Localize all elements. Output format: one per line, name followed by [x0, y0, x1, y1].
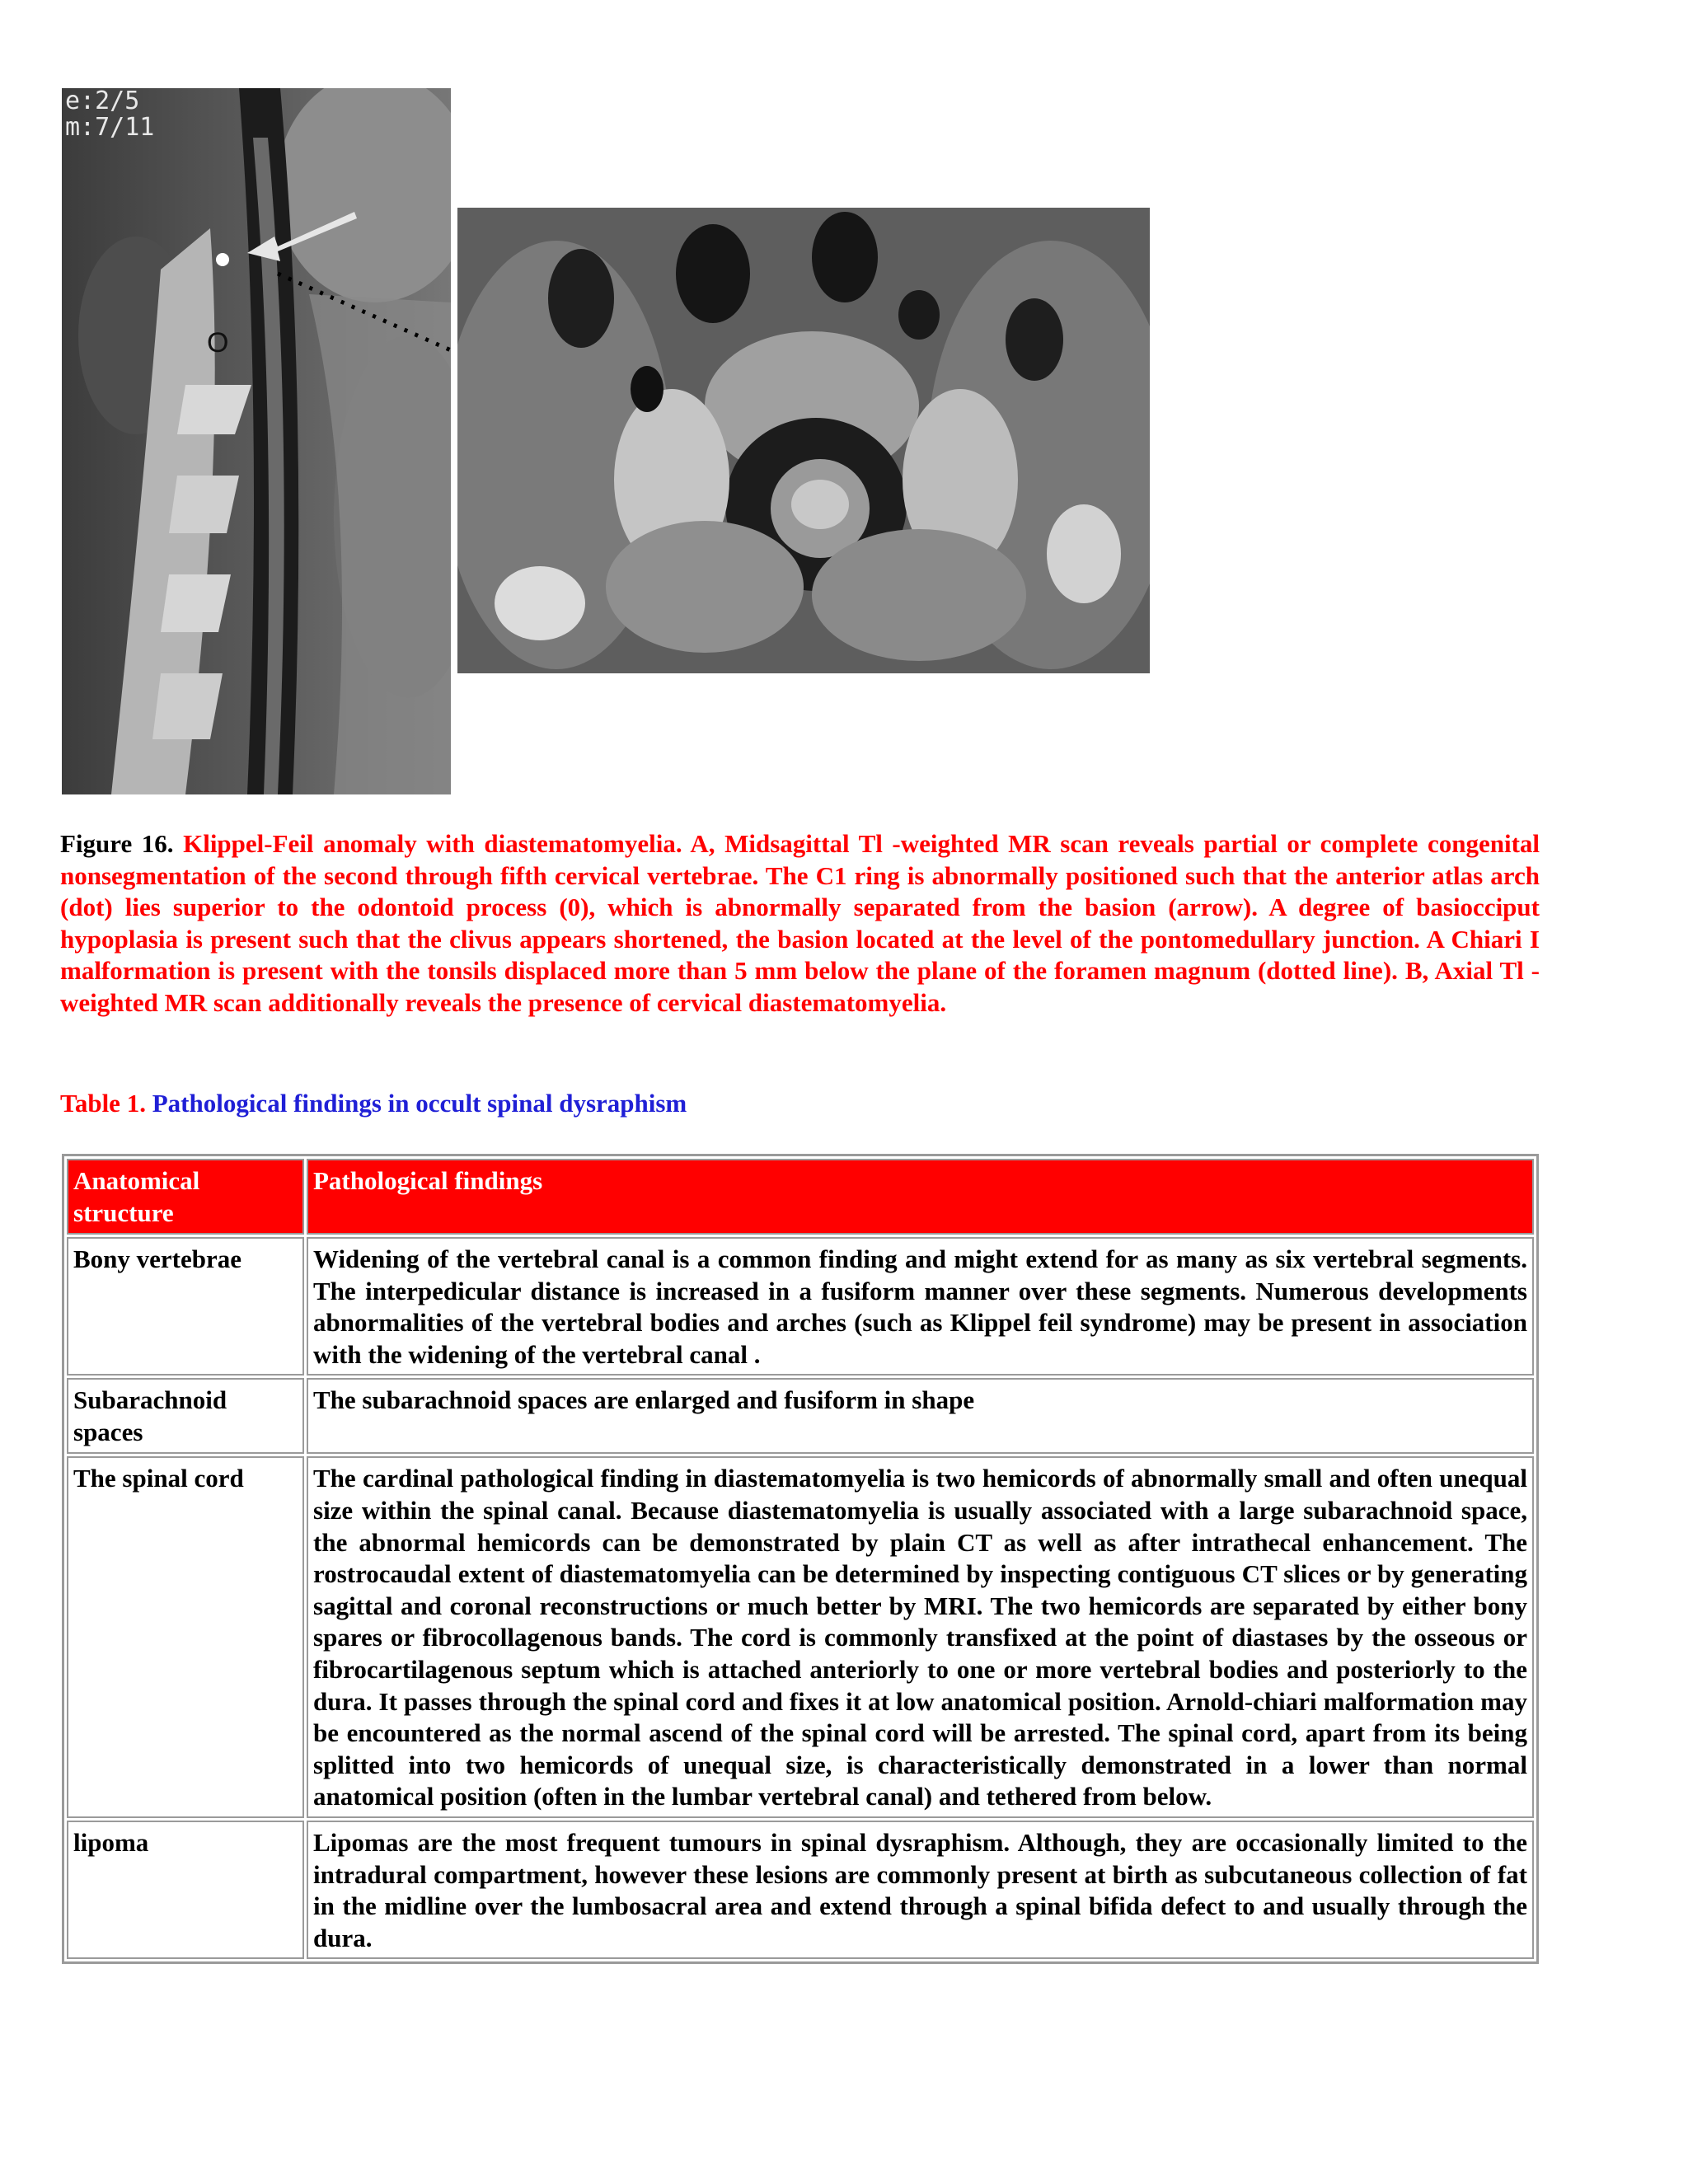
row-structure: Subarachnoid spaces [67, 1378, 304, 1454]
row-findings: Widening of the vertebral canal is a common finding and might extend for as many as six vertebral segments. The interpedicular distance is increased in a fusiform manner over these segments. Numerous developments abnormalities of the vertebral bodies and arches (such as Klippel feil syndrome) may be present in association with the widening of the vertebral canal . [307, 1237, 1534, 1376]
row-structure: Bony vertebrae [67, 1237, 304, 1376]
row-findings: Lipomas are the most frequent tumours in spinal dysraphism. Although, they are occasionally limited to the intradural compartment, however these lesions are commonly present at birth as subcutaneous collection of fat in the midline over the lumbosacral area and extend through a spinal bifida defect to and usually through the dura. [307, 1821, 1534, 1959]
row-findings: The subarachnoid spaces are enlarged and fusiform in shape [307, 1378, 1534, 1454]
row-findings: The cardinal pathological finding in diastematomyelia is two hemicords of abnormally small and often unequal size within the spinal canal. Because diastematomyelia is usually associated with a large subarachnoid space, the abnormal hemicords can be demonstrated by plain CT as well as after intrathecal enhancement. The rostrocaudal extent of diastematomyelia can be determined by inspecting contiguous CT slices or by generating sagittal and coronal reconstructions or much better by MRI. The two hemicords are separated by either bony spares or fibrocollagenous bands. The cord is commonly transfixed at the point of diastases by the osseous or fibrocartilagenous septum which is attached anteriorly to one or more vertebral bodies and posteriorly to the dura. It passes through the spinal cord and fixes it at low anatomical position. Arnold-chiari malformation may be encountered as the normal ascend of the spinal cord will be arrested. The spinal cord, apart from its being splitted into two hemicords of unequal size, is characteristically demonstrated in a lower than normal anatomical position (often in the lumbar vertebral canal) and tethered from below. [307, 1456, 1534, 1818]
table-row [67, 1821, 1534, 1959]
scan-overlay-line-2: m:7/11 [65, 113, 155, 142]
header-pathological-findings: Pathological findings [307, 1159, 1534, 1235]
table-title-text: Pathological findings in occult spinal dysraphism [152, 1089, 687, 1118]
table-header-row [67, 1159, 1534, 1235]
odontoid-marker: O [207, 327, 229, 359]
sagittal-mr-image [62, 88, 451, 794]
figure-caption-text: Klippel-Feil anomaly with diastematomyelia. A, Midsagittal Tl -weighted MR scan reveals partial or complete congenital nonsegmentation of the second through fifth cervical vertebrae. The C1 ring is abnormally positioned such that the anterior atlas arch (dot) lies superior to the odontoid process (0), which is abnormally separated from the basion (arrow). A degree of basiocciput hypoplasia is present such that the clivus appears shortened, the basion located at the level of the pontomedullary junction. A Chiari I malformation is present with the tonsils displaced more than 5 mm below the plane of the foramen magnum (dotted line). B, Axial Tl - weighted MR scan additionally reveals the presence of cervical diastematomyelia. [60, 829, 1540, 1017]
figure-panel-a-sagittal-mr [62, 88, 451, 794]
pathological-findings-table [62, 1154, 1539, 1964]
figure-panel-b-axial-mr [457, 208, 1150, 673]
figure-caption-label: Figure 16. [60, 829, 174, 858]
table-row [67, 1378, 1534, 1454]
table-title [60, 1088, 687, 1119]
header-anatomical-structure: Anatomical structure [67, 1159, 304, 1235]
table-row [67, 1456, 1534, 1818]
row-structure: lipoma [67, 1821, 304, 1959]
table-row [67, 1237, 1534, 1376]
table-title-label: Table 1. [60, 1089, 146, 1118]
row-structure: The spinal cord [67, 1456, 304, 1818]
scan-overlay-line-1: e:2/5 [65, 88, 140, 115]
figure-caption [60, 828, 1540, 1019]
axial-mr-image [457, 208, 1150, 673]
